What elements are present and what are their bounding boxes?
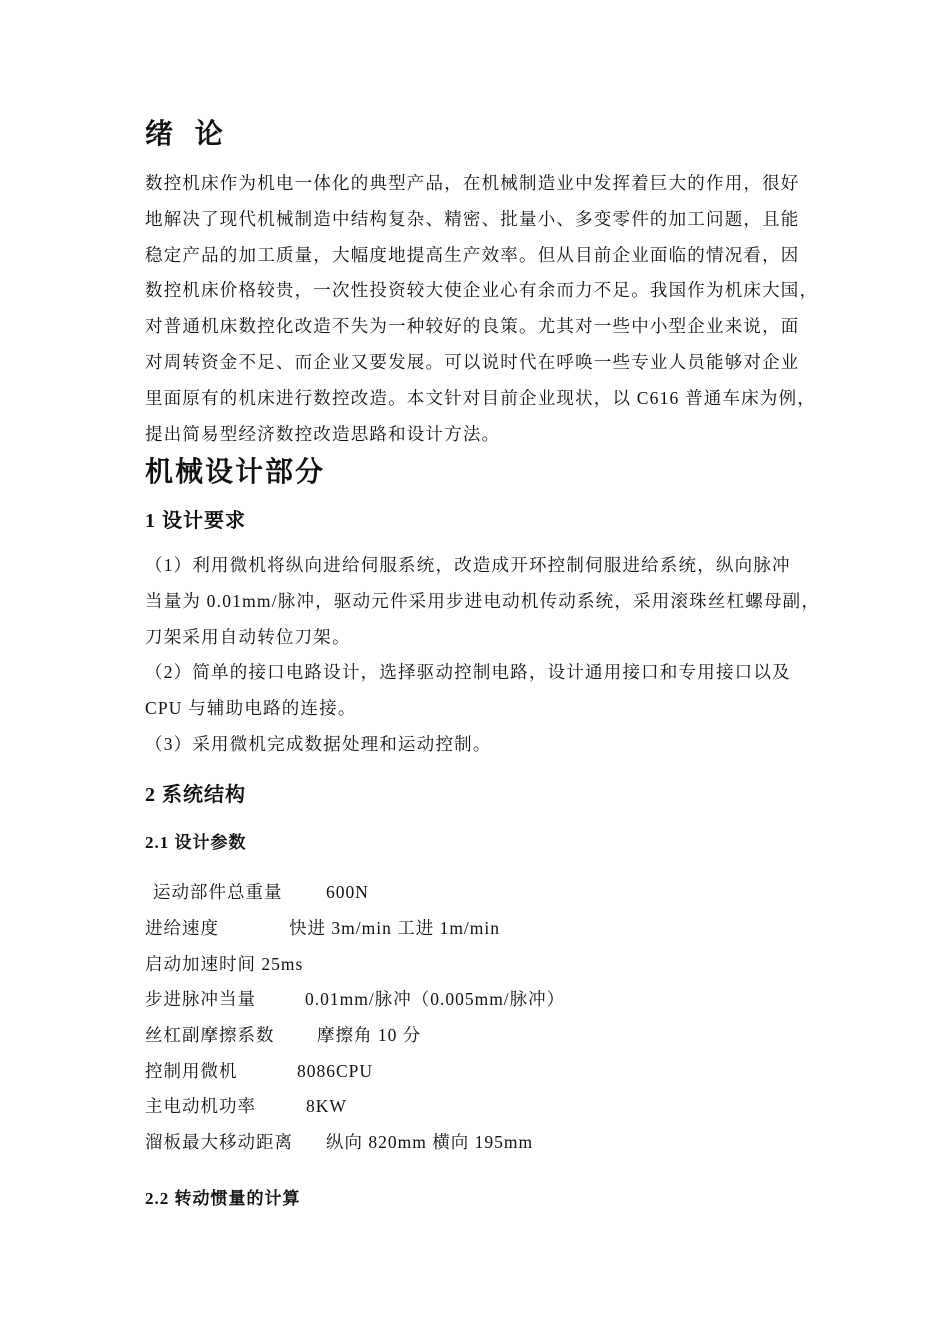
requirement-line: （3）采用微机完成数据处理和运动控制。 — [145, 733, 492, 754]
intro-title: 绪 论 — [145, 117, 229, 150]
param-row — [145, 1093, 347, 1119]
param-row — [145, 1022, 422, 1048]
param-value: 纵向 820mm 横向 195mm — [326, 1132, 534, 1152]
intro-line: 对周转资金不足、而企业又要发展。可以说时代在呼唤一些专业人员能够对企业 — [145, 351, 800, 372]
requirement-line: CPU 与辅助电路的连接。 — [145, 698, 357, 719]
requirement-line: （1）利用微机将纵向进给伺服系统，改造成开环控制伺服进给系统，纵向脉冲 — [145, 555, 791, 575]
document-page — [145, 0, 835, 1344]
param-value: 摩擦角 10 分 — [317, 1025, 422, 1045]
param-row — [153, 879, 369, 905]
heading-design-parameters: 2.1 设计参数 — [145, 833, 247, 852]
param-label: 主电动机功率 — [145, 1096, 256, 1116]
intro-line: 数控机床价格较贵，一次性投资较大使企业心有余而力不足。我国作为机床大国， — [145, 280, 819, 301]
param-row — [145, 986, 566, 1012]
intro-line: 对普通机床数控化改造不失为一种较好的良策。尤其对一些中小型企业来说，面 — [145, 316, 800, 337]
heading-design-requirements: 1 设计要求 — [145, 510, 246, 532]
param-row — [145, 951, 303, 977]
param-label: 进给速度 — [145, 918, 219, 938]
requirements-list — [145, 548, 820, 763]
heading-system-structure: 2 系统结构 — [145, 784, 246, 806]
param-row — [145, 1129, 534, 1155]
requirement-line: 当量为 0.01mm/脉冲，驱动元件采用步进电动机传动系统，采用滚珠丝杠螺母副， — [145, 590, 821, 611]
intro-line: 地解决了现代机械制造中结构复杂、精密、批量小、多变零件的加工问题，且能 — [145, 208, 800, 229]
intro-line: 数控机床作为机电一体化的典型产品，在机械制造业中发挥着巨大的作用，很好 — [145, 173, 800, 193]
requirement-line: （2）简单的接口电路设计，选择驱动控制电路，设计通用接口和专用接口以及 — [145, 662, 791, 683]
param-label: 溜板最大移动距离 — [145, 1132, 293, 1152]
param-label: 控制用微机 — [145, 1061, 238, 1081]
param-value: 0.01mm/脉冲（0.005mm/脉冲） — [305, 989, 566, 1009]
param-row — [145, 1058, 374, 1084]
param-value: 8KW — [306, 1096, 347, 1116]
param-value: 快进 3m/min 工进 1m/min — [289, 918, 501, 938]
param-value: 8086CPU — [297, 1061, 374, 1081]
param-row — [145, 915, 501, 941]
intro-line: 提出简易型经济数控改造思路和设计方法。 — [145, 423, 501, 444]
section-title: 机械设计部分 — [145, 455, 326, 488]
heading-inertia-calculation: 2.2 转动惯量的计算 — [145, 1189, 301, 1208]
param-label: 启动加速时间 25ms — [145, 954, 304, 974]
intro-line: 稳定产品的加工质量，大幅度地提高生产效率。但从目前企业面临的情况看，因 — [145, 244, 800, 265]
param-value: 600N — [326, 882, 369, 902]
param-label: 丝杠副摩擦系数 — [145, 1025, 275, 1045]
param-label: 步进脉冲当量 — [145, 989, 256, 1009]
requirement-line: 刀架采用自动转位刀架。 — [145, 626, 351, 647]
intro-line: 里面原有的机床进行数控改造。本文针对目前企业现状，以 C616 普通车床为例， — [145, 387, 816, 408]
intro-paragraph — [145, 166, 835, 452]
param-label: 运动部件总重量 — [153, 882, 283, 902]
